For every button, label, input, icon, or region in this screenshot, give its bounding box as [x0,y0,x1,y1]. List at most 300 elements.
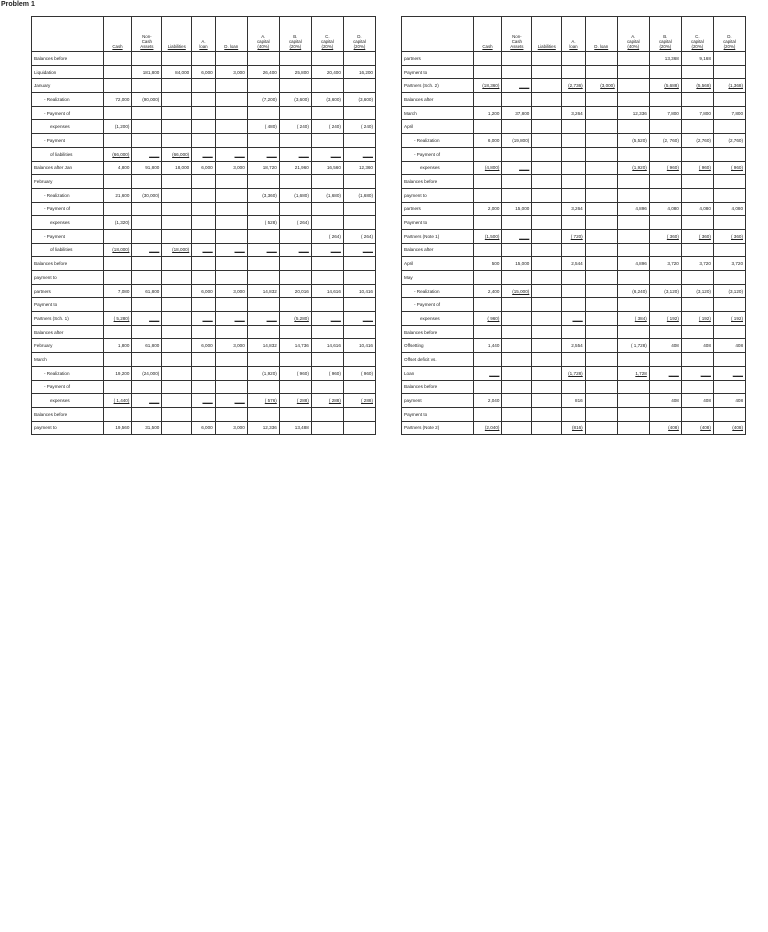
table-row [402,257,746,271]
value-cell [192,134,216,148]
value-cell [132,257,162,271]
value-cell [192,216,216,230]
value-cell [279,380,311,394]
value-cell [532,353,562,367]
row-label: of liabilities [32,243,104,257]
table-row [32,394,376,408]
value-cell: ____ [681,366,713,380]
row-label: - Realization [402,284,474,298]
value-cell: 10,416 [343,339,375,353]
value-cell [473,243,502,257]
value-cell [192,52,216,66]
value-cell: 3,000 [215,339,247,353]
value-cell: ____ [279,147,311,161]
value-cell [473,175,502,189]
value-cell [649,175,681,189]
value-cell: (1,920) [617,161,649,175]
liquidation-table-right [401,16,746,435]
value-cell: ( 384) [617,312,649,326]
value-cell [585,65,617,79]
value-cell [585,93,617,107]
row-label: Payment to [402,65,474,79]
value-cell [585,339,617,353]
value-cell [311,52,343,66]
value-cell [562,380,586,394]
value-cell: 408 [681,394,713,408]
value-cell [585,257,617,271]
value-cell [162,298,192,312]
value-cell [502,394,532,408]
value-cell [247,202,279,216]
value-cell [585,120,617,134]
table-row [32,339,376,353]
value-cell [649,216,681,230]
value-cell: 4,800 [103,161,132,175]
value-cell [649,407,681,421]
value-cell: 19,200 [103,366,132,380]
value-cell [532,366,562,380]
value-cell: 4,080 [681,202,713,216]
row-label: February [32,175,104,189]
row-label: Balances before [402,325,474,339]
value-cell [532,380,562,394]
value-cell [162,134,192,148]
value-cell [343,407,375,421]
table-row [32,353,376,367]
value-cell [279,325,311,339]
value-cell: 3,000 [215,65,247,79]
value-cell: ( 960) [473,312,502,326]
table-row [402,175,746,189]
value-cell [215,380,247,394]
value-cell: (66,000) [162,147,192,161]
value-cell: 14,832 [247,284,279,298]
value-cell: 7,800 [713,106,745,120]
value-cell [132,271,162,285]
value-cell: 12,360 [343,161,375,175]
value-cell [279,79,311,93]
value-cell: (3,000) [585,79,617,93]
value-cell [343,216,375,230]
row-label: Offset deficit vs. [402,353,474,367]
value-cell [162,394,192,408]
value-cell: ( 192) [681,312,713,326]
value-cell [502,312,532,326]
value-cell [502,298,532,312]
column-header: D. loan [215,17,247,52]
value-cell [532,312,562,326]
value-cell [562,147,586,161]
value-cell: 2,400 [473,284,502,298]
value-cell: 1,440 [473,339,502,353]
value-cell [103,202,132,216]
value-cell: ( 960) [713,161,745,175]
value-cell [162,188,192,202]
column-header: B. capital (20%) [279,17,311,52]
value-cell: ____ [649,366,681,380]
value-cell [649,325,681,339]
value-cell: ____ [192,312,216,326]
table-row [402,216,746,230]
table-row [32,93,376,107]
value-cell: 3,720 [649,257,681,271]
value-cell [532,202,562,216]
value-cell: ____ [343,147,375,161]
value-cell: ( 240) [279,120,311,134]
value-cell [343,353,375,367]
page-title: Problem 1 [1,1,35,8]
row-label: Payment to [32,298,104,312]
row-label: Partners (Sch. 1) [32,312,104,326]
value-cell: (5,520) [617,134,649,148]
value-cell: 13,488 [279,421,311,435]
table-row [402,407,746,421]
row-label: Balances after [402,243,474,257]
value-cell [585,243,617,257]
value-cell [192,353,216,367]
value-cell [681,298,713,312]
value-cell: (5,280) [279,312,311,326]
value-cell: ( 240) [311,120,343,134]
value-cell [617,120,649,134]
value-cell [132,298,162,312]
value-cell [585,229,617,243]
value-cell: (1,680) [311,188,343,202]
value-cell [103,229,132,243]
row-label: payment to [32,271,104,285]
value-cell [713,93,745,107]
value-cell: (3,120) [713,284,745,298]
value-cell [132,216,162,230]
row-label: expenses [32,216,104,230]
value-cell [713,298,745,312]
value-cell [192,202,216,216]
value-cell: 21,960 [279,161,311,175]
value-cell [192,271,216,285]
value-cell [562,134,586,148]
value-cell [585,271,617,285]
value-cell [343,298,375,312]
value-cell [103,79,132,93]
row-label: - Payment of [32,106,104,120]
value-cell [713,243,745,257]
value-cell [562,52,586,66]
value-cell: 2,040 [473,394,502,408]
table-row [402,394,746,408]
value-cell [311,271,343,285]
table-row [32,366,376,380]
value-cell: ( 264) [279,216,311,230]
value-cell [473,216,502,230]
row-label: January [32,79,104,93]
value-cell: 12,336 [617,106,649,120]
value-cell: 14,832 [247,339,279,353]
value-cell [617,175,649,189]
row-label: expenses [402,312,474,326]
column-header: D. loan [585,17,617,52]
value-cell [649,298,681,312]
row-label: Liquidation [32,65,104,79]
value-cell [215,407,247,421]
value-cell [473,298,502,312]
value-cell [532,216,562,230]
value-cell [617,229,649,243]
table-row [32,216,376,230]
value-cell [311,175,343,189]
value-cell [103,175,132,189]
value-cell [585,421,617,435]
row-label: Loan [402,366,474,380]
value-cell [162,52,192,66]
value-cell [532,421,562,435]
value-cell: 1,728 [617,366,649,380]
row-label: Partners (Note 1) [402,229,474,243]
value-cell [617,353,649,367]
value-cell [162,93,192,107]
value-cell [192,366,216,380]
row-label: - Realization [402,134,474,148]
table-row [32,380,376,394]
value-cell: (18,000) [103,243,132,257]
value-cell [713,325,745,339]
value-cell [215,188,247,202]
table-row [32,257,376,271]
value-cell [713,147,745,161]
value-cell: 3,720 [681,257,713,271]
value-cell [311,298,343,312]
value-cell [132,202,162,216]
value-cell [502,380,532,394]
value-cell [562,216,586,230]
value-cell [192,106,216,120]
value-cell: 37,800 [502,106,532,120]
value-cell [162,202,192,216]
value-cell: 18,720 [247,161,279,175]
value-cell [311,421,343,435]
value-cell [192,79,216,93]
value-cell [103,134,132,148]
value-cell: 4,080 [713,202,745,216]
value-cell [713,380,745,394]
value-cell [502,421,532,435]
value-cell: ( 264) [343,229,375,243]
table-row [32,120,376,134]
value-cell [162,120,192,134]
value-cell [617,394,649,408]
value-cell [473,188,502,202]
value-cell: 61,800 [132,284,162,298]
value-cell: (2,736) [562,79,586,93]
value-cell [617,243,649,257]
value-cell [279,106,311,120]
value-cell [215,52,247,66]
value-cell: 20,400 [311,65,343,79]
table-row [402,380,746,394]
table-row [32,312,376,326]
column-header: Non- Cash Assets [502,17,532,52]
value-cell: (1,368) [713,79,745,93]
value-cell: 3,000 [215,421,247,435]
value-cell [192,325,216,339]
row-label: - Payment of [402,298,474,312]
row-label: - Realization [32,188,104,202]
table-row [402,106,746,120]
value-cell [215,134,247,148]
value-cell [713,353,745,367]
value-cell [681,93,713,107]
value-cell [502,407,532,421]
value-cell [681,380,713,394]
value-cell [502,325,532,339]
value-cell: 6,000 [192,284,216,298]
table-row [32,161,376,175]
value-cell [585,52,617,66]
value-cell: ____ [215,243,247,257]
value-cell: ( 360) [713,229,745,243]
row-label: of liabilities [32,147,104,161]
value-cell: ( 960) [649,161,681,175]
value-cell: (1,728) [562,366,586,380]
value-cell [132,79,162,93]
value-cell [343,79,375,93]
value-cell [311,407,343,421]
value-cell [279,271,311,285]
value-cell [681,325,713,339]
value-cell [713,188,745,202]
value-cell: 19,560 [103,421,132,435]
value-cell: ( 240) [343,120,375,134]
value-cell [532,284,562,298]
row-label: partners [402,202,474,216]
value-cell [681,188,713,202]
value-cell: 6,000 [192,339,216,353]
value-cell [473,325,502,339]
value-cell: 16,200 [343,65,375,79]
value-cell: 15,000 [502,202,532,216]
value-cell [681,147,713,161]
value-cell: ____ [473,366,502,380]
value-cell: 3,720 [713,257,745,271]
value-cell [343,106,375,120]
value-cell [585,325,617,339]
value-cell [562,65,586,79]
row-label: expenses [402,161,474,175]
value-cell [532,147,562,161]
column-header: B. capital (20%) [649,17,681,52]
header-row [32,17,376,52]
value-cell: (3,600) [279,93,311,107]
value-cell: ( 1,440) [103,394,132,408]
value-cell: 2,544 [562,257,586,271]
value-cell [192,257,216,271]
value-cell: ( 480) [247,120,279,134]
value-cell [617,93,649,107]
column-header: A. capital (40%) [617,17,649,52]
value-cell [585,147,617,161]
value-cell [502,271,532,285]
value-cell: (1,500) [473,229,502,243]
value-cell: 181,800 [132,65,162,79]
row-label: Partners (Sch. 2) [402,79,474,93]
value-cell: 4,896 [617,257,649,271]
table-row [402,271,746,285]
value-cell: ( 1,728) [617,339,649,353]
value-cell [562,243,586,257]
column-header [402,17,474,52]
value-cell: 7,800 [649,106,681,120]
row-label: Payment to [402,216,474,230]
value-cell [532,407,562,421]
value-cell [617,325,649,339]
value-cell: ____ [132,312,162,326]
value-cell: (3,600) [311,93,343,107]
value-cell [562,353,586,367]
value-cell: (1,200) [103,120,132,134]
table-row [32,421,376,435]
value-cell: 4,896 [617,202,649,216]
value-cell [103,380,132,394]
value-cell: 9,168 [681,52,713,66]
row-label: Offsetting [402,339,474,353]
table-row [32,243,376,257]
value-cell [585,202,617,216]
value-cell [532,79,562,93]
value-cell [343,325,375,339]
value-cell [562,407,586,421]
table-row [402,298,746,312]
value-cell [585,284,617,298]
value-cell [247,271,279,285]
value-cell [473,380,502,394]
value-cell [532,120,562,134]
value-cell [215,366,247,380]
value-cell [617,79,649,93]
value-cell: (15,000) [502,284,532,298]
value-cell: 4,080 [649,202,681,216]
value-cell [585,188,617,202]
row-label: Balances before [32,257,104,271]
value-cell: 21,600 [103,188,132,202]
value-cell: 6,000 [473,134,502,148]
value-cell [215,298,247,312]
value-cell [502,120,532,134]
value-cell [585,366,617,380]
table-row [402,52,746,66]
value-cell [192,407,216,421]
value-cell: ____ [192,243,216,257]
value-cell [192,380,216,394]
value-cell: (816) [562,421,586,435]
value-cell [247,298,279,312]
value-cell [585,380,617,394]
value-cell [247,325,279,339]
value-cell [502,93,532,107]
value-cell [162,325,192,339]
value-cell: 20,016 [279,284,311,298]
value-cell [562,120,586,134]
row-label: Balances before [402,175,474,189]
value-cell: 3,000 [215,161,247,175]
header-row [402,17,746,52]
table-row [402,188,746,202]
value-cell [532,188,562,202]
value-cell [502,353,532,367]
table-row [32,229,376,243]
value-cell [532,325,562,339]
value-cell [343,134,375,148]
row-label: payment [402,394,474,408]
column-header: C. capital (20%) [681,17,713,52]
